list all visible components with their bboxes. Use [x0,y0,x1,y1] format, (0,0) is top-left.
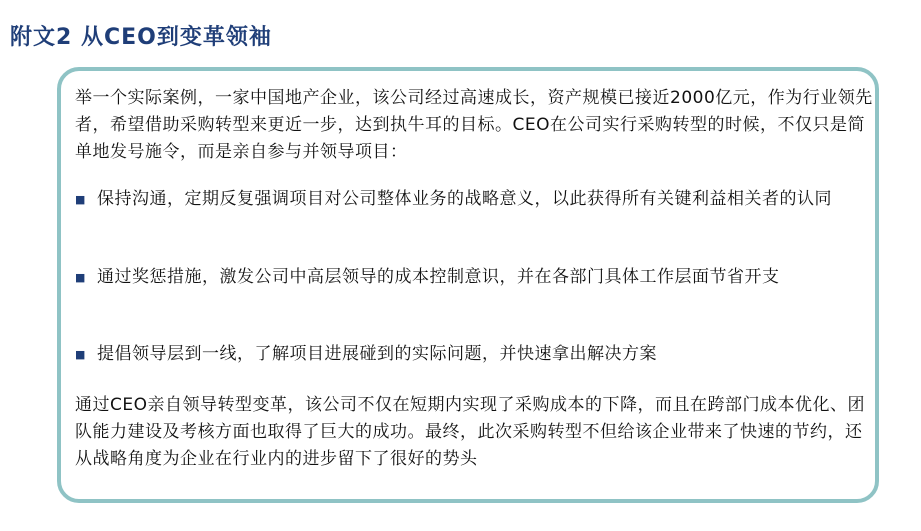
square-bullet-icon: ■ [75,348,86,361]
bullet-item [75,186,875,213]
square-bullet-icon: ■ [75,193,86,206]
bullet-item [75,264,875,291]
bullet-item [75,341,875,368]
bullet-text: 保持沟通，定期反复强调项目对公司整体业务的战略意义，以此获得所有关键利益相关者的认同 [97,189,832,209]
page-title: 附文2 从CEO到变革领袖 [10,25,272,50]
conclusion-paragraph: 通过CEO亲自领导转型变革，该公司不仅在短期内实现了采购成本的下降，而且在跨部门成本优化、团队能力建设及考核方面也取得了巨大的成功。最终，此次采购转型不但给该企业带来了快速的节约，还从战略角度为企业在行业内的进步留下了很好的势头 [75,395,865,469]
intro-paragraph: 举一个实际案例，一家中国地产企业，该公司经过高速成长，资产规模已接近2000亿元，作为行业领先者，希望借助采购转型来更近一步，达到执牛耳的目标。CEO在公司实行采购转型的时候，不仅只是简单地发号施令，而是亲自参与并领导项目： [75,88,873,162]
bullet-text: 通过奖惩措施，激发公司中高层领导的成本控制意识，并在各部门具体工作层面节省开支 [97,267,780,287]
square-bullet-icon: ■ [75,271,86,284]
bullet-text: 提倡领导层到一线，了解项目进展碰到的实际问题，并快速拿出解决方案 [97,344,657,364]
